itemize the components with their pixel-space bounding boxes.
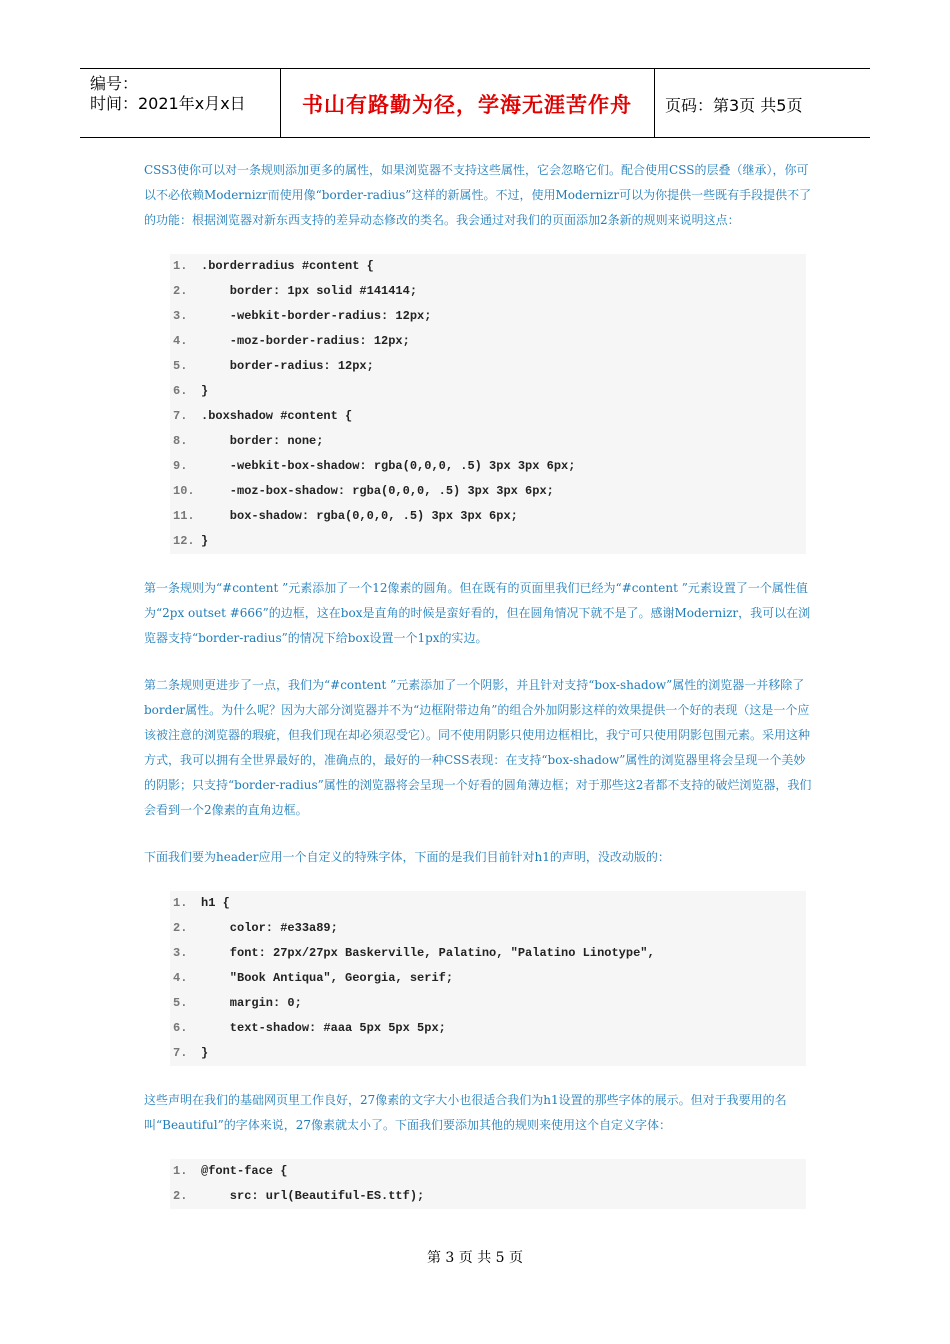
- line-number: 8.: [173, 434, 188, 448]
- code-line: [170, 991, 806, 1016]
- paragraph-text: CSS3使你可以对一条规则添加更多的属性，如果浏览器不支持这些属性，它会忽略它们。配合使用CSS的层叠（继承），你可以不必依赖Modernizr而使用像“border-radius”这样的新属性。不过，使用Modernizr可以为你提供一些既有手段提供不了的功能：根据浏览器对新东西支持的差异动态修改的类名。我会通过对我们的页面添加2条新的规则来说明这点：: [144, 163, 812, 227]
- code-text: -webkit-border-radius: 12px;: [201, 309, 432, 323]
- code-line: [170, 329, 806, 354]
- paragraph-5: [144, 1088, 812, 1138]
- code-block-2: [170, 891, 806, 1066]
- code-line: [170, 1184, 806, 1209]
- code-line: [170, 916, 806, 941]
- line-number: 9.: [173, 459, 188, 473]
- code-block-3: [170, 1159, 806, 1209]
- code-text: box-shadow: rgba(0,0,0, .5) 3px 3px 6px;: [201, 509, 518, 523]
- paragraph-4: [144, 845, 812, 870]
- code-line: [170, 254, 806, 279]
- line-number: 7.: [173, 409, 188, 423]
- code-line: [170, 479, 806, 504]
- line-number: 3.: [173, 309, 188, 323]
- time-label: 时间：2021年x月x日: [90, 94, 246, 113]
- paragraph-1: [144, 158, 812, 233]
- code-text: color: #e33a89;: [201, 921, 338, 935]
- code-text: }: [201, 534, 209, 548]
- code-text: src: url(Beautiful-ES.ttf);: [201, 1189, 425, 1203]
- header-right-cell: [655, 69, 870, 137]
- code-line: [170, 891, 806, 916]
- code-text: @font-face {: [201, 1164, 288, 1178]
- code-line: [170, 504, 806, 529]
- line-number: 6.: [173, 1021, 188, 1035]
- code-text: .borderradius #content {: [201, 259, 374, 273]
- code-line: [170, 454, 806, 479]
- paragraph-3: [144, 673, 812, 823]
- code-text: h1 {: [201, 896, 230, 910]
- code-text: "Book Antiqua", Georgia, serif;: [201, 971, 454, 985]
- line-number: 5.: [173, 359, 188, 373]
- paragraph-text: 第一条规则为“#content ”元素添加了一个12像素的圆角。但在既有的页面里我们已经为“#content ”元素设置了一个属性值为“2px outset #666”的边框，这在box是直角的时候是蛮好看的，但在圆角情况下就不是了。感谢Modernizr，我可以在浏览器支持“border-radius”的情况下给box设置一个1px的实边。: [144, 581, 811, 645]
- paragraph-text: 下面我们要为header应用一个自定义的特殊字体，下面的是我们目前针对h1的声明，没改动版的：: [144, 850, 670, 864]
- code-text: text-shadow: #aaa 5px 5px 5px;: [201, 1021, 446, 1035]
- code-text: -moz-border-radius: 12px;: [201, 334, 410, 348]
- code-line: [170, 966, 806, 991]
- line-number: 2.: [173, 1189, 188, 1203]
- line-number: 4.: [173, 971, 188, 985]
- page-header: [80, 68, 870, 138]
- code-line: [170, 379, 806, 404]
- code-text: border: none;: [201, 434, 324, 448]
- code-line: [170, 1041, 806, 1066]
- code-block-1: [170, 254, 806, 554]
- line-number: 1.: [173, 1164, 188, 1178]
- code-line: [170, 941, 806, 966]
- code-text: border: 1px solid #141414;: [201, 284, 418, 298]
- code-line: [170, 1016, 806, 1041]
- line-number: 4.: [173, 334, 188, 348]
- code-text: border-radius: 12px;: [201, 359, 374, 373]
- code-text: -moz-box-shadow: rgba(0,0,0, .5) 3px 3px 6px;: [201, 484, 554, 498]
- number-label: 编号：: [90, 74, 139, 93]
- line-number: 12.: [173, 534, 195, 548]
- code-text: -webkit-box-shadow: rgba(0,0,0, .5) 3px 3px 6px;: [201, 459, 576, 473]
- paragraph-text: 第二条规则更进步了一点，我们为“#content ”元素添加了一个阴影，并且针对支持“box-shadow”属性的浏览器一并移除了border属性。为什么呢？因为大部分浏览器并不为“边框附带边角”的组合外加阴影这样的效果提供一个好的表现（这是一个应该被注意的浏览器的瑕疵，但我们现在却必须忍受它）。同不使用阴影只使用边框相比，我宁可只使用阴影包围元素。采用这种方式，我可以拥有全世界最好的，准确点的，最好的一种CSS表现：在支持“box-shadow”属性的浏览器里将会呈现一个美妙的阴影；只支持“border-radius”属性的浏览器将会呈现一个好看的圆角薄边框；对于那些这2者都不支持的破烂浏览器，我们会看到一个2像素的直角边框。: [144, 678, 812, 817]
- page-footer: 第 3 页 共 5 页: [426, 1250, 524, 1266]
- line-number: 11.: [173, 509, 195, 523]
- paragraph-2: [144, 576, 812, 651]
- line-number: 1.: [173, 896, 188, 910]
- code-line: [170, 429, 806, 454]
- code-text: font: 27px/27px Baskerville, Palatino, "Palatino Linotype",: [201, 946, 655, 960]
- line-number: 10.: [173, 484, 195, 498]
- line-number: 2.: [173, 284, 188, 298]
- line-number: 1.: [173, 259, 188, 273]
- code-line: [170, 404, 806, 429]
- header-motto: 书山有路勤为径，学海无涯苦作舟: [302, 92, 632, 117]
- code-text: }: [201, 384, 209, 398]
- header-left-cell: [80, 69, 281, 137]
- header-page-info: 页码：第3页 共5页: [665, 96, 803, 115]
- line-number: 2.: [173, 921, 188, 935]
- header-middle-cell: [280, 69, 655, 137]
- code-text: .boxshadow #content {: [201, 409, 353, 423]
- code-line: [170, 279, 806, 304]
- line-number: 5.: [173, 996, 188, 1010]
- code-line: [170, 304, 806, 329]
- code-line: [170, 1159, 806, 1184]
- line-number: 6.: [173, 384, 188, 398]
- code-text: margin: 0;: [201, 996, 302, 1010]
- line-number: 7.: [173, 1046, 188, 1060]
- line-number: 3.: [173, 946, 188, 960]
- code-text: }: [201, 1046, 209, 1060]
- code-line: [170, 529, 806, 554]
- code-line: [170, 354, 806, 379]
- paragraph-text: 这些声明在我们的基础网页里工作良好，27像素的文字大小也很适合我们为h1设置的那些字体的展示。但对于我要用的名叫“Beautiful”的字体来说，27像素就太小了。下面我们要添加其他的规则来使用这个自定义字体：: [144, 1093, 787, 1132]
